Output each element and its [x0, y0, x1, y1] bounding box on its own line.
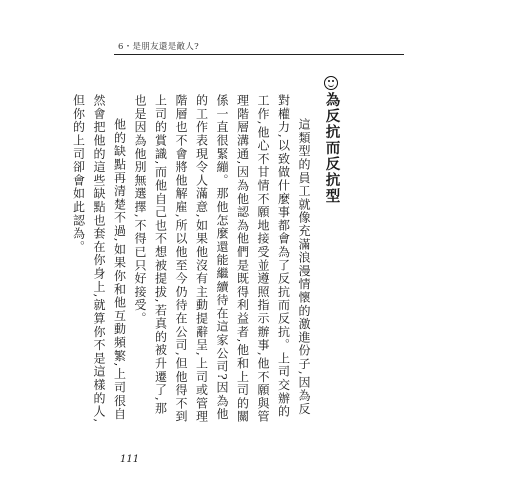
body-text — [71, 94, 314, 424]
paragraph: 他的缺點再清楚不過,如果你和他互動頻繁,上司很自然會把他的這些缺點也套在你身上,就算你不是這樣的人,但你的上司卻會如此認為。 — [71, 94, 127, 424]
section-heading — [324, 76, 339, 204]
running-header: 6・是朋友還是敵人? — [118, 42, 199, 52]
paragraph: 這類型的員工就像充滿浪漫情懷的激進份子,因為反對權力,以致做什麼事都會為了反抗而反抗。上司交辦的工作,他心不甘情不願地接受並遵照指示辦事,他不願與管理階層溝通,因為他認為他們是既得利益者,他和上司的關係一直很緊繃。那他怎麼還能繼續待在這家公司?因為他的工作表現令人滿意,如果他沒有主動提辭呈,上司或管理階層也不會將他解雇,所以他至今仍待在公司,但他得不到上司的賞識,而他自己也不想被提拔,若真的被升遷了,那也是因為他別無選擇,不得已只好接受。 — [133, 94, 311, 424]
smiley-face-icon — [324, 76, 338, 90]
section-heading-text: 為反抗而反抗型 — [323, 92, 340, 204]
page-number: 111 — [120, 454, 140, 465]
header-rule — [114, 54, 404, 55]
